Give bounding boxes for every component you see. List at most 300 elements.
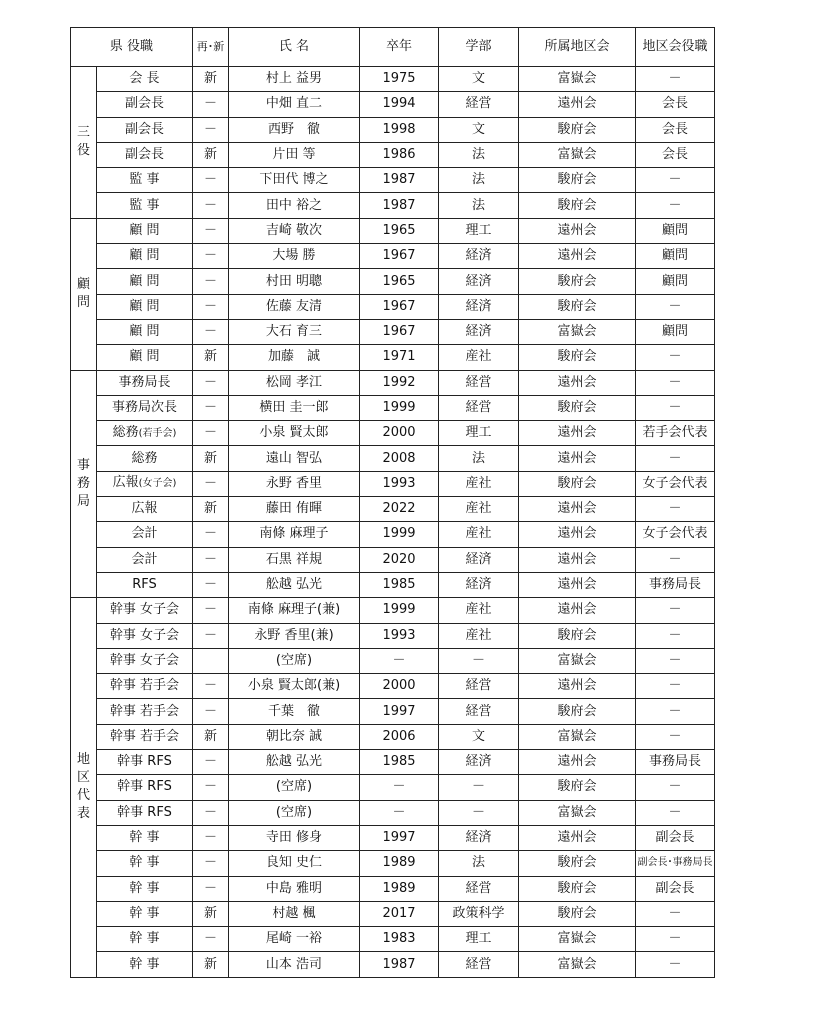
- district-cell: 駿府会: [519, 395, 636, 420]
- role-cell: [97, 168, 193, 193]
- district-cell: 駿府会: [519, 901, 636, 926]
- faculty-cell: 法: [439, 142, 519, 167]
- district-role-cell: －: [636, 623, 715, 648]
- role-cell: [97, 269, 193, 294]
- status-cell: －: [193, 825, 229, 850]
- header-status: 再･新: [193, 28, 229, 67]
- district-cell: 駿府会: [519, 345, 636, 370]
- member-name-cell: (空席): [229, 775, 360, 800]
- status-cell: －: [193, 598, 229, 623]
- graduation-year-cell: 1993: [360, 471, 439, 496]
- graduation-year-cell: 2006: [360, 724, 439, 749]
- district-role-cell: 顧問: [636, 244, 715, 269]
- role-label: 監 事: [129, 197, 160, 213]
- district-role-cell: －: [636, 699, 715, 724]
- faculty-cell: 理工: [439, 421, 519, 446]
- header-district-role: 地区会役職: [636, 28, 715, 67]
- table-row: [71, 168, 715, 193]
- district-cell: 遠州会: [519, 825, 636, 850]
- role-label: 顧 問: [129, 298, 160, 314]
- table-row: [71, 825, 715, 850]
- role-cell: [97, 421, 193, 446]
- graduation-year-cell: 2000: [360, 421, 439, 446]
- member-name-cell: 西野 徹: [229, 117, 360, 142]
- table-row: [71, 319, 715, 344]
- status-cell: －: [193, 244, 229, 269]
- status-cell: －: [193, 294, 229, 319]
- status-cell: －: [193, 750, 229, 775]
- graduation-year-cell: 1997: [360, 699, 439, 724]
- role-cell: [97, 92, 193, 117]
- status-cell: －: [193, 117, 229, 142]
- member-name-cell: 大石 育三: [229, 319, 360, 344]
- district-cell: 遠州会: [519, 497, 636, 522]
- district-cell: 遠州会: [519, 598, 636, 623]
- status-cell: －: [193, 851, 229, 876]
- role-cell: [97, 193, 193, 218]
- faculty-cell: 産社: [439, 471, 519, 496]
- district-cell: 駿府会: [519, 168, 636, 193]
- district-role-cell: 副会長: [636, 876, 715, 901]
- role-label: RFS: [132, 577, 157, 593]
- district-cell: 富嶽会: [519, 67, 636, 92]
- role-label: 会計: [131, 526, 158, 542]
- table-row: [71, 92, 715, 117]
- member-name-cell: 小泉 賢太郎(兼): [229, 674, 360, 699]
- table-row: [71, 901, 715, 926]
- role-cell: [97, 750, 193, 775]
- faculty-cell: 経済: [439, 319, 519, 344]
- status-cell: －: [193, 471, 229, 496]
- graduation-year-cell: 1997: [360, 825, 439, 850]
- graduation-year-cell: 1987: [360, 193, 439, 218]
- faculty-cell: 経営: [439, 395, 519, 420]
- graduation-year-cell: 2008: [360, 446, 439, 471]
- district-role-cell: 会長: [636, 92, 715, 117]
- district-cell: 遠州会: [519, 522, 636, 547]
- district-cell: 駿府会: [519, 623, 636, 648]
- role-label: 広報: [112, 475, 139, 491]
- role-label: 幹 事: [129, 855, 160, 871]
- member-name-cell: 良知 史仁: [229, 851, 360, 876]
- table-row: [71, 471, 715, 496]
- faculty-cell: 文: [439, 67, 519, 92]
- role-label: 副会長: [124, 147, 164, 163]
- role-cell: [97, 244, 193, 269]
- status-cell: －: [193, 775, 229, 800]
- district-cell: 富嶽会: [519, 952, 636, 977]
- district-cell: 遠州会: [519, 218, 636, 243]
- officer-roster-table: [70, 27, 715, 978]
- district-cell: 駿府会: [519, 193, 636, 218]
- graduation-year-cell: 1971: [360, 345, 439, 370]
- district-role-cell: －: [636, 598, 715, 623]
- table-row: [71, 244, 715, 269]
- status-cell: 新: [193, 952, 229, 977]
- section-label-cell: [71, 370, 97, 598]
- role-cell: [97, 294, 193, 319]
- role-cell: [97, 927, 193, 952]
- graduation-year-cell: 1999: [360, 522, 439, 547]
- member-name-cell: 尾崎 一裕: [229, 927, 360, 952]
- district-role-cell: －: [636, 952, 715, 977]
- role-cell: [97, 648, 193, 673]
- graduation-year-cell: 2020: [360, 547, 439, 572]
- role-label: 幹事 若手会: [109, 728, 180, 744]
- district-cell: 駿府会: [519, 775, 636, 800]
- member-name-cell: 朝比奈 誠: [229, 724, 360, 749]
- status-cell: 新: [193, 901, 229, 926]
- district-cell: 遠州会: [519, 92, 636, 117]
- role-label: 幹事 女子会: [109, 627, 180, 643]
- role-cell: [97, 952, 193, 977]
- role-cell: [97, 218, 193, 243]
- section-label-cell: [71, 67, 97, 219]
- role-label: 監 事: [129, 172, 160, 188]
- faculty-cell: 経営: [439, 699, 519, 724]
- status-cell: －: [193, 92, 229, 117]
- role-label: 幹 事: [129, 880, 160, 896]
- member-name-cell: 舩越 弘光: [229, 572, 360, 597]
- graduation-year-cell: 1965: [360, 269, 439, 294]
- table-row: [71, 674, 715, 699]
- faculty-cell: 理工: [439, 218, 519, 243]
- table-row: [71, 218, 715, 243]
- role-cell: [97, 623, 193, 648]
- member-name-cell: 山本 浩司: [229, 952, 360, 977]
- table-row: [71, 724, 715, 749]
- table-row: [71, 952, 715, 977]
- section-label-cell: [71, 598, 97, 977]
- graduation-year-cell: 1993: [360, 623, 439, 648]
- faculty-cell: 法: [439, 851, 519, 876]
- faculty-cell: 文: [439, 117, 519, 142]
- table-row: [71, 598, 715, 623]
- role-label: 幹 事: [129, 830, 160, 846]
- table-row: [71, 269, 715, 294]
- district-cell: 駿府会: [519, 117, 636, 142]
- role-cell: [97, 699, 193, 724]
- status-cell: [193, 648, 229, 673]
- member-name-cell: 藤田 侑暉: [229, 497, 360, 522]
- district-role-cell: 若手会代表: [636, 421, 715, 446]
- district-cell: 富嶽会: [519, 724, 636, 749]
- graduation-year-cell: 2017: [360, 901, 439, 926]
- district-role-cell: －: [636, 345, 715, 370]
- status-cell: －: [193, 395, 229, 420]
- role-cell: [97, 370, 193, 395]
- district-cell: 遠州会: [519, 421, 636, 446]
- faculty-cell: 産社: [439, 345, 519, 370]
- graduation-year-cell: 1975: [360, 67, 439, 92]
- member-name-cell: 小泉 賢太郎: [229, 421, 360, 446]
- faculty-cell: 文: [439, 724, 519, 749]
- role-label: 会計: [131, 551, 158, 567]
- district-cell: 遠州会: [519, 244, 636, 269]
- graduation-year-cell: 1965: [360, 218, 439, 243]
- role-cell: [97, 142, 193, 167]
- role-label: 幹 事: [129, 931, 160, 947]
- role-label: 幹事 RFS: [117, 754, 172, 770]
- member-name-cell: 南條 麻理子: [229, 522, 360, 547]
- faculty-cell: 経済: [439, 244, 519, 269]
- section-label: 事務局: [76, 457, 90, 509]
- role-label: 幹事 若手会: [109, 678, 180, 694]
- district-role-cell: －: [636, 67, 715, 92]
- district-role-cell: 事務局長: [636, 572, 715, 597]
- table-row: [71, 67, 715, 92]
- table-row: [71, 648, 715, 673]
- status-cell: －: [193, 623, 229, 648]
- role-cell: [97, 319, 193, 344]
- faculty-cell: 政策科学: [439, 901, 519, 926]
- district-role-cell: －: [636, 674, 715, 699]
- section-0: [71, 67, 715, 219]
- faculty-cell: 法: [439, 193, 519, 218]
- district-role-cell: －: [636, 497, 715, 522]
- district-role-cell: 会長: [636, 117, 715, 142]
- district-role-cell: －: [636, 901, 715, 926]
- graduation-year-cell: 1989: [360, 876, 439, 901]
- role-label: 総務: [112, 424, 139, 440]
- status-cell: 新: [193, 67, 229, 92]
- district-role-cell: 女子会代表: [636, 522, 715, 547]
- member-name-cell: 加藤 誠: [229, 345, 360, 370]
- role-cell: [97, 67, 193, 92]
- member-name-cell: 南條 麻理子(兼): [229, 598, 360, 623]
- graduation-year-cell: 1985: [360, 572, 439, 597]
- graduation-year-cell: 2022: [360, 497, 439, 522]
- faculty-cell: 法: [439, 168, 519, 193]
- status-cell: －: [193, 168, 229, 193]
- table-row: [71, 193, 715, 218]
- graduation-year-cell: 1989: [360, 851, 439, 876]
- role-label: 幹事 RFS: [117, 779, 172, 795]
- table-row: [71, 800, 715, 825]
- district-cell: 駿府会: [519, 294, 636, 319]
- district-cell: 遠州会: [519, 547, 636, 572]
- role-cell: [97, 471, 193, 496]
- district-role-cell: －: [636, 547, 715, 572]
- faculty-cell: 経済: [439, 825, 519, 850]
- header-group-role: 県 役職: [71, 28, 193, 67]
- table-row: [71, 927, 715, 952]
- graduation-year-cell: 1987: [360, 168, 439, 193]
- role-label: 顧 問: [129, 248, 160, 264]
- graduation-year-cell: 1983: [360, 927, 439, 952]
- graduation-year-cell: －: [360, 800, 439, 825]
- district-role-cell: －: [636, 775, 715, 800]
- graduation-year-cell: 1992: [360, 370, 439, 395]
- district-role-cell: 顧問: [636, 269, 715, 294]
- member-name-cell: 村越 楓: [229, 901, 360, 926]
- status-cell: 新: [193, 446, 229, 471]
- district-role-cell: －: [636, 168, 715, 193]
- faculty-cell: 経営: [439, 952, 519, 977]
- graduation-year-cell: 1999: [360, 395, 439, 420]
- graduation-year-cell: 1967: [360, 244, 439, 269]
- role-cell: [97, 901, 193, 926]
- faculty-cell: －: [439, 800, 519, 825]
- member-name-cell: 村上 益男: [229, 67, 360, 92]
- section-label-cell: [71, 218, 97, 370]
- header-district: 所属地区会: [519, 28, 636, 67]
- district-role-cell: －: [636, 193, 715, 218]
- graduation-year-cell: 1986: [360, 142, 439, 167]
- faculty-cell: 産社: [439, 623, 519, 648]
- graduation-year-cell: 1994: [360, 92, 439, 117]
- table-row: [71, 699, 715, 724]
- member-name-cell: 永野 香里: [229, 471, 360, 496]
- header-faculty: 学部: [439, 28, 519, 67]
- member-name-cell: 田中 裕之: [229, 193, 360, 218]
- district-role-cell: 副会長･事務局長: [636, 851, 715, 876]
- role-label: 顧 問: [129, 324, 160, 340]
- graduation-year-cell: 1985: [360, 750, 439, 775]
- role-label: 会 長: [129, 71, 160, 87]
- role-label: 幹事 女子会: [109, 652, 180, 668]
- role-note: (若手会): [138, 427, 177, 439]
- member-name-cell: 吉崎 敬次: [229, 218, 360, 243]
- faculty-cell: 経営: [439, 876, 519, 901]
- role-cell: [97, 800, 193, 825]
- role-note: (女子会): [138, 478, 177, 490]
- district-cell: 駿府会: [519, 851, 636, 876]
- faculty-cell: 法: [439, 446, 519, 471]
- member-name-cell: 中島 雅明: [229, 876, 360, 901]
- table-row: [71, 370, 715, 395]
- faculty-cell: 経済: [439, 547, 519, 572]
- member-name-cell: 寺田 修身: [229, 825, 360, 850]
- member-name-cell: 中畑 直二: [229, 92, 360, 117]
- district-role-cell: 副会長: [636, 825, 715, 850]
- role-label: 事務局長: [118, 374, 171, 390]
- role-label: 幹事 若手会: [109, 703, 180, 719]
- table-row: [71, 547, 715, 572]
- role-cell: [97, 851, 193, 876]
- district-role-cell: 女子会代表: [636, 471, 715, 496]
- role-cell: [97, 876, 193, 901]
- member-name-cell: 永野 香里(兼): [229, 623, 360, 648]
- status-cell: －: [193, 800, 229, 825]
- member-name-cell: 佐藤 友清: [229, 294, 360, 319]
- faculty-cell: 産社: [439, 497, 519, 522]
- graduation-year-cell: 1998: [360, 117, 439, 142]
- member-name-cell: 舩越 弘光: [229, 750, 360, 775]
- member-name-cell: (空席): [229, 648, 360, 673]
- role-label: 副会長: [124, 96, 164, 112]
- table-row: [71, 775, 715, 800]
- role-cell: [97, 724, 193, 749]
- section-1: [71, 218, 715, 370]
- table-row: [71, 117, 715, 142]
- table-row: [71, 876, 715, 901]
- status-cell: －: [193, 674, 229, 699]
- status-cell: －: [193, 547, 229, 572]
- district-role-cell: －: [636, 446, 715, 471]
- status-cell: －: [193, 927, 229, 952]
- status-cell: －: [193, 269, 229, 294]
- section-label: 地区代表: [76, 752, 90, 822]
- table-row: [71, 572, 715, 597]
- header-name: 氏 名: [229, 28, 360, 67]
- role-label: 総務: [131, 450, 158, 466]
- member-name-cell: 松岡 孝江: [229, 370, 360, 395]
- section-label: 顧問: [76, 277, 90, 311]
- table-row: [71, 345, 715, 370]
- member-name-cell: (空席): [229, 800, 360, 825]
- role-cell: [97, 345, 193, 370]
- role-cell: [97, 572, 193, 597]
- district-cell: 富嶽会: [519, 648, 636, 673]
- status-cell: －: [193, 319, 229, 344]
- status-cell: 新: [193, 142, 229, 167]
- member-name-cell: 片田 等: [229, 142, 360, 167]
- district-role-cell: －: [636, 927, 715, 952]
- role-label: 顧 問: [129, 273, 160, 289]
- role-cell: [97, 825, 193, 850]
- faculty-cell: 経営: [439, 674, 519, 699]
- table-row: [71, 142, 715, 167]
- section-2: [71, 370, 715, 598]
- district-cell: 駿府会: [519, 269, 636, 294]
- role-cell: [97, 547, 193, 572]
- district-role-cell: －: [636, 800, 715, 825]
- member-name-cell: 大場 勝: [229, 244, 360, 269]
- graduation-year-cell: 1987: [360, 952, 439, 977]
- district-role-cell: －: [636, 370, 715, 395]
- role-label: 副会長: [124, 121, 164, 137]
- status-cell: －: [193, 370, 229, 395]
- role-label: 幹 事: [129, 956, 160, 972]
- district-role-cell: －: [636, 724, 715, 749]
- role-label: 幹事 女子会: [109, 602, 180, 618]
- district-role-cell: －: [636, 294, 715, 319]
- section-label: 三役: [76, 125, 90, 159]
- table-header: [71, 28, 715, 67]
- member-name-cell: 遠山 智弘: [229, 446, 360, 471]
- district-cell: 富嶽会: [519, 142, 636, 167]
- role-cell: [97, 446, 193, 471]
- status-cell: －: [193, 522, 229, 547]
- faculty-cell: 理工: [439, 927, 519, 952]
- role-label: 広報: [131, 501, 158, 517]
- role-label: 顧 問: [129, 349, 160, 365]
- role-label: 顧 問: [129, 222, 160, 238]
- faculty-cell: －: [439, 775, 519, 800]
- status-cell: 新: [193, 345, 229, 370]
- district-cell: 駿府会: [519, 471, 636, 496]
- district-role-cell: 事務局長: [636, 750, 715, 775]
- district-cell: 遠州会: [519, 370, 636, 395]
- district-role-cell: 顧問: [636, 218, 715, 243]
- role-cell: [97, 497, 193, 522]
- role-label: 幹 事: [129, 905, 160, 921]
- member-name-cell: 横田 圭一郎: [229, 395, 360, 420]
- graduation-year-cell: 2000: [360, 674, 439, 699]
- section-3: [71, 598, 715, 977]
- faculty-cell: 経済: [439, 750, 519, 775]
- table-row: [71, 395, 715, 420]
- faculty-cell: 産社: [439, 598, 519, 623]
- status-cell: 新: [193, 724, 229, 749]
- table-row: [71, 750, 715, 775]
- role-cell: [97, 674, 193, 699]
- district-role-cell: －: [636, 395, 715, 420]
- district-cell: 駿府会: [519, 699, 636, 724]
- member-name-cell: 石黒 祥規: [229, 547, 360, 572]
- graduation-year-cell: 1967: [360, 294, 439, 319]
